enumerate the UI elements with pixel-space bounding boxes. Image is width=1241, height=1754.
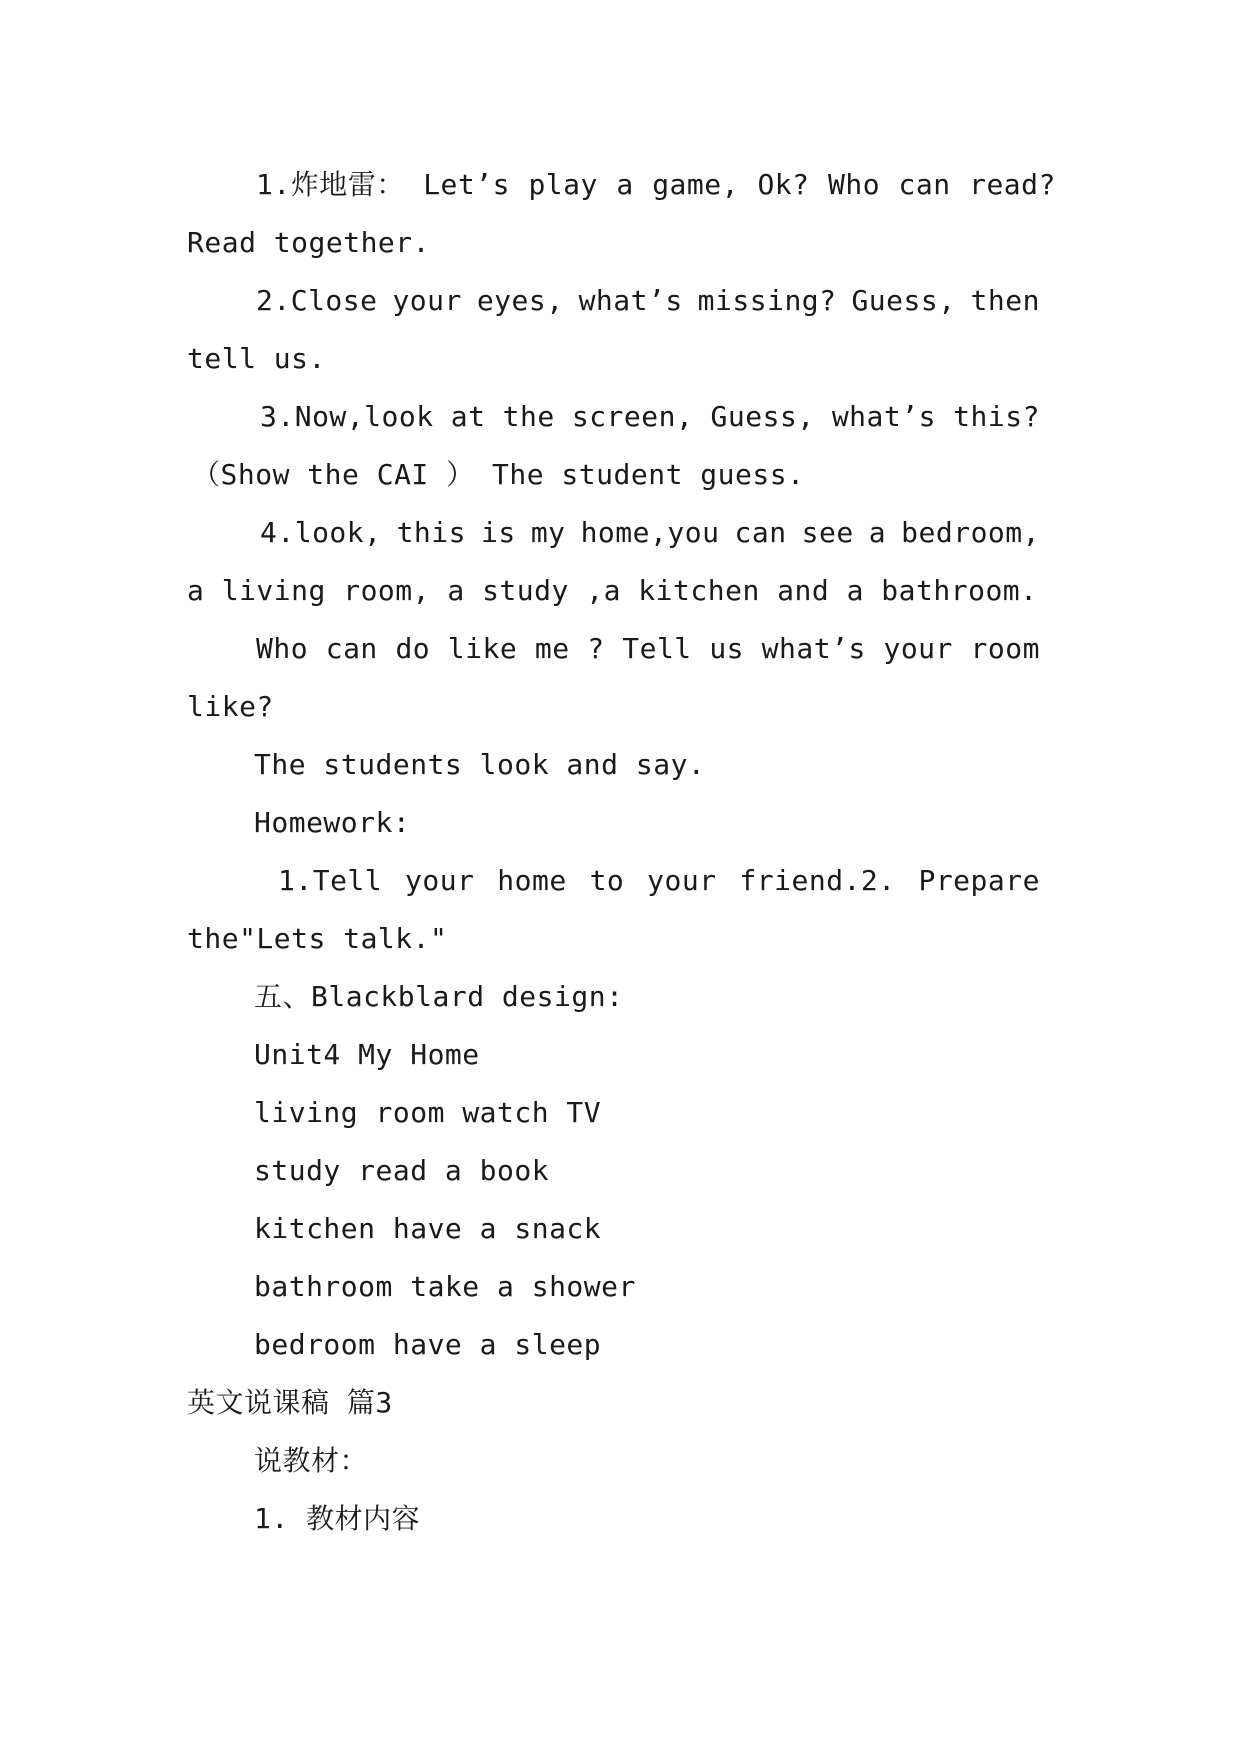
board-line-5: bathroom take a shower	[254, 1270, 636, 1303]
word: can	[734, 516, 787, 549]
word: to	[589, 864, 625, 897]
board-line-1: Unit4 My Home	[254, 1038, 480, 1071]
word: eyes,	[476, 284, 564, 317]
board-line-6: bedroom have a sleep	[254, 1328, 602, 1361]
word: then	[970, 284, 1040, 317]
word: is	[481, 516, 516, 549]
paragraph-2-line-2: tell us.	[187, 342, 326, 375]
word: me	[534, 632, 570, 665]
word: Who	[256, 632, 309, 665]
word: do	[395, 632, 431, 665]
word: home,you	[580, 516, 720, 549]
paragraph-4-line-1	[260, 516, 1040, 550]
word: Tell	[622, 632, 692, 665]
word: can	[898, 168, 951, 201]
word: your	[883, 632, 953, 665]
board-line-4: kitchen have a snack	[254, 1212, 602, 1245]
paragraph-1-line-2: Read together.	[187, 226, 431, 259]
paragraph-2-line-1	[256, 284, 1040, 318]
word: this?	[953, 400, 1040, 433]
board-line-3: study read a book	[254, 1154, 550, 1187]
board-line-2: living room watch TV	[254, 1096, 602, 1129]
word: what’s	[831, 400, 936, 433]
word: what’s	[761, 632, 866, 665]
word: a	[616, 168, 634, 201]
word: game,	[652, 168, 739, 201]
word: read?	[969, 168, 1056, 201]
section-title: 英文说课稿 篇3	[187, 1386, 393, 1419]
word: room	[970, 632, 1040, 665]
word: my	[530, 516, 566, 549]
word: 1.炸地雷：	[256, 168, 405, 201]
word: 3.Now,look	[260, 400, 434, 433]
word: play	[528, 168, 598, 201]
paragraph-4-line-2: a living room, a study ,a kitchen and a bathroom.	[187, 574, 1038, 607]
word: Prepare	[918, 864, 1040, 897]
blackboard-design-heading: 五、Blackblard design:	[254, 980, 624, 1013]
word: your	[647, 864, 717, 897]
word: can	[325, 632, 378, 665]
textbook-content-item: 1. 教材内容	[254, 1502, 421, 1535]
word: Let’s	[423, 168, 510, 201]
word: 1.Tell	[278, 864, 383, 897]
word: the	[502, 400, 555, 433]
word: home	[497, 864, 567, 897]
word: 4.look,	[260, 516, 382, 549]
word: 2.Close	[256, 284, 378, 317]
textbook-heading: 说教材：	[254, 1444, 369, 1477]
word: screen,	[571, 400, 694, 433]
word: a	[868, 516, 887, 549]
paragraph-5-line-1	[256, 632, 1040, 666]
word: us	[709, 632, 745, 665]
word: like	[447, 632, 518, 665]
word: this	[396, 516, 466, 549]
paragraph-3-line-1	[260, 400, 1040, 434]
paragraph-8-line-2: the"Lets talk."	[187, 922, 448, 955]
word: Guess,	[851, 284, 956, 317]
word: at	[450, 400, 486, 433]
word: bedroom,	[901, 516, 1040, 549]
paragraph-8-line-1	[278, 864, 1040, 898]
word: missing?	[697, 284, 837, 317]
homework-heading: Homework:	[254, 806, 411, 839]
word: your	[405, 864, 475, 897]
word: your	[392, 284, 462, 317]
paragraph-3-line-2: （Show the CAI ） The student guess.	[192, 458, 805, 491]
word: friend.2.	[739, 864, 896, 897]
word: Guess,	[710, 400, 815, 433]
paragraph-1-line-1	[256, 168, 1056, 202]
word: Who	[828, 168, 881, 201]
word: what’s	[578, 284, 683, 317]
paragraph-5-line-2: like?	[187, 690, 274, 723]
word: ?	[587, 632, 605, 665]
word: Ok?	[757, 168, 810, 201]
word: see	[801, 516, 854, 549]
paragraph-6: The students look and say.	[254, 748, 706, 781]
